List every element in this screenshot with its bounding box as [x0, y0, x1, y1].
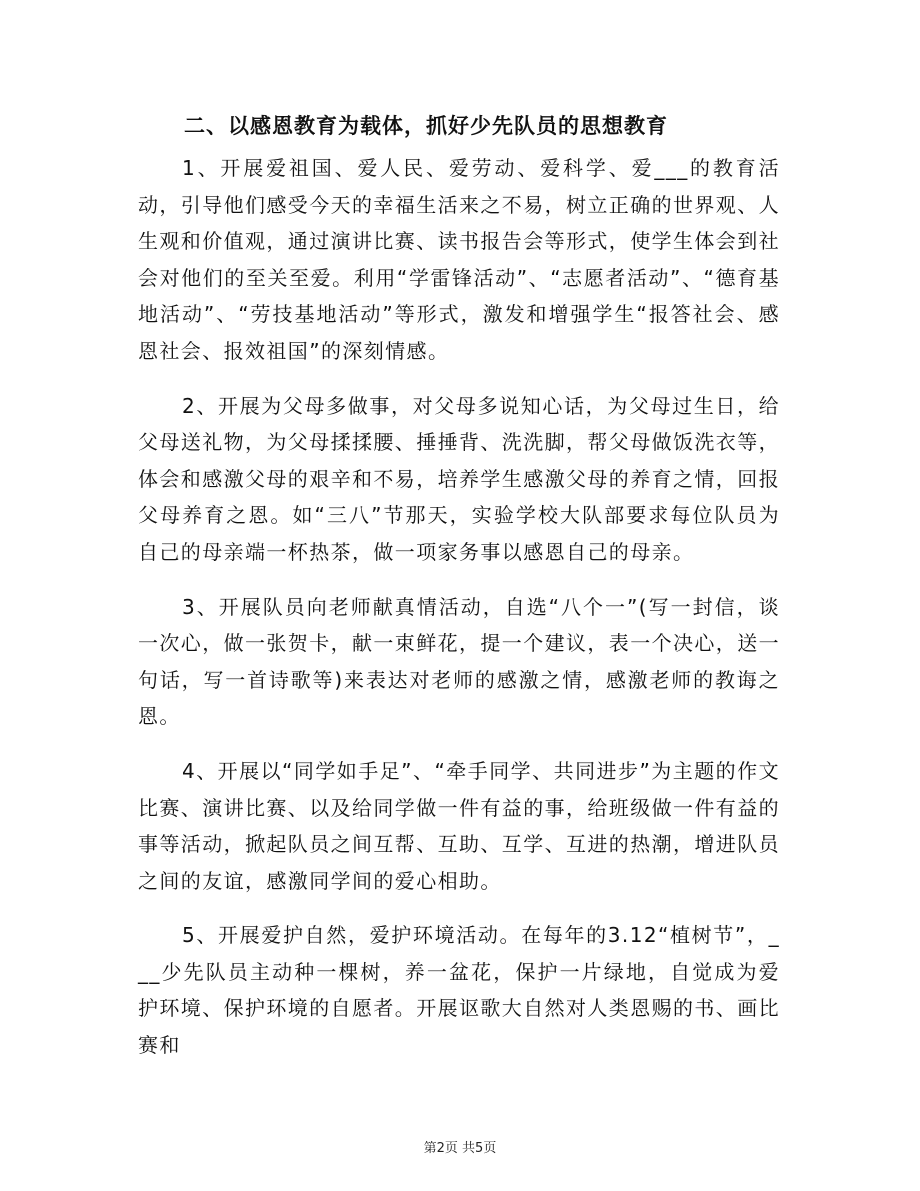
paragraph-4: 4、开展以“同学如手足”、“牵手同学、共同进步”为主题的作文比赛、演讲比赛、以及给同学做一件有益的事，给班级做一件有益的事等活动，掀起队员之间互帮、互助、互学、互进的热潮，增进队员之间的友谊，感激同学间的爱心相助。: [138, 758, 780, 893]
paragraph-1: 1、开展爱祖国、爱人民、爱劳动、爱科学、爱___的教育活动，引导他们感受今天的幸福生活来之不易，树立正确的世界观、人生观和价值观，通过演讲比赛、读书报告会等形式，使学生体会到社会对他们的至关至爱。利用“学雷锋活动”、“志愿者活动”、“德育基地活动”、“劳技基地活动”等形式，激发和增强学生“报答社会、感恩社会、报效祖国”的深刻情感。: [138, 156, 780, 363]
page-number-footer: 第2页 共5页: [423, 1141, 497, 1156]
paragraph-3: 3、开展队员向老师献真情活动，自选“八个一”(写一封信，谈一次心，做一张贺卡，献一束鲜花，提一个建议，表一个决心，送一句话，写一首诗歌等)来表达对老师的感激之情，感激老师的教诲之恩。: [138, 594, 780, 729]
section-heading: 二、以感恩教育为载体，抓好少先队员的思想教育: [184, 114, 668, 138]
paragraph-2: 2、开展为父母多做事，对父母多说知心话，为父母过生日，给父母送礼物，为父母揉揉腰、捶捶背、洗洗脚，帮父母做饭洗衣等，体会和感激父母的艰辛和不易，培养学生感激父母的养育之情，回报父母养育之恩。如“三八”节那天，实验学校大队部要求每位队员为自己的母亲端一杯热茶，做一项家务事以感恩自己的母亲。: [138, 393, 780, 564]
paragraph-5: 5、开展爱护自然，爱护环境活动。在每年的3.12“植树节”，___少先队员主动种一棵树，养一盆花，保护一片绿地，自觉成为爱护环境、保护环境的自愿者。开展讴歌大自然对人类恩赐的书、画比赛和: [138, 923, 780, 1058]
document-body: [138, 150, 780, 1082]
